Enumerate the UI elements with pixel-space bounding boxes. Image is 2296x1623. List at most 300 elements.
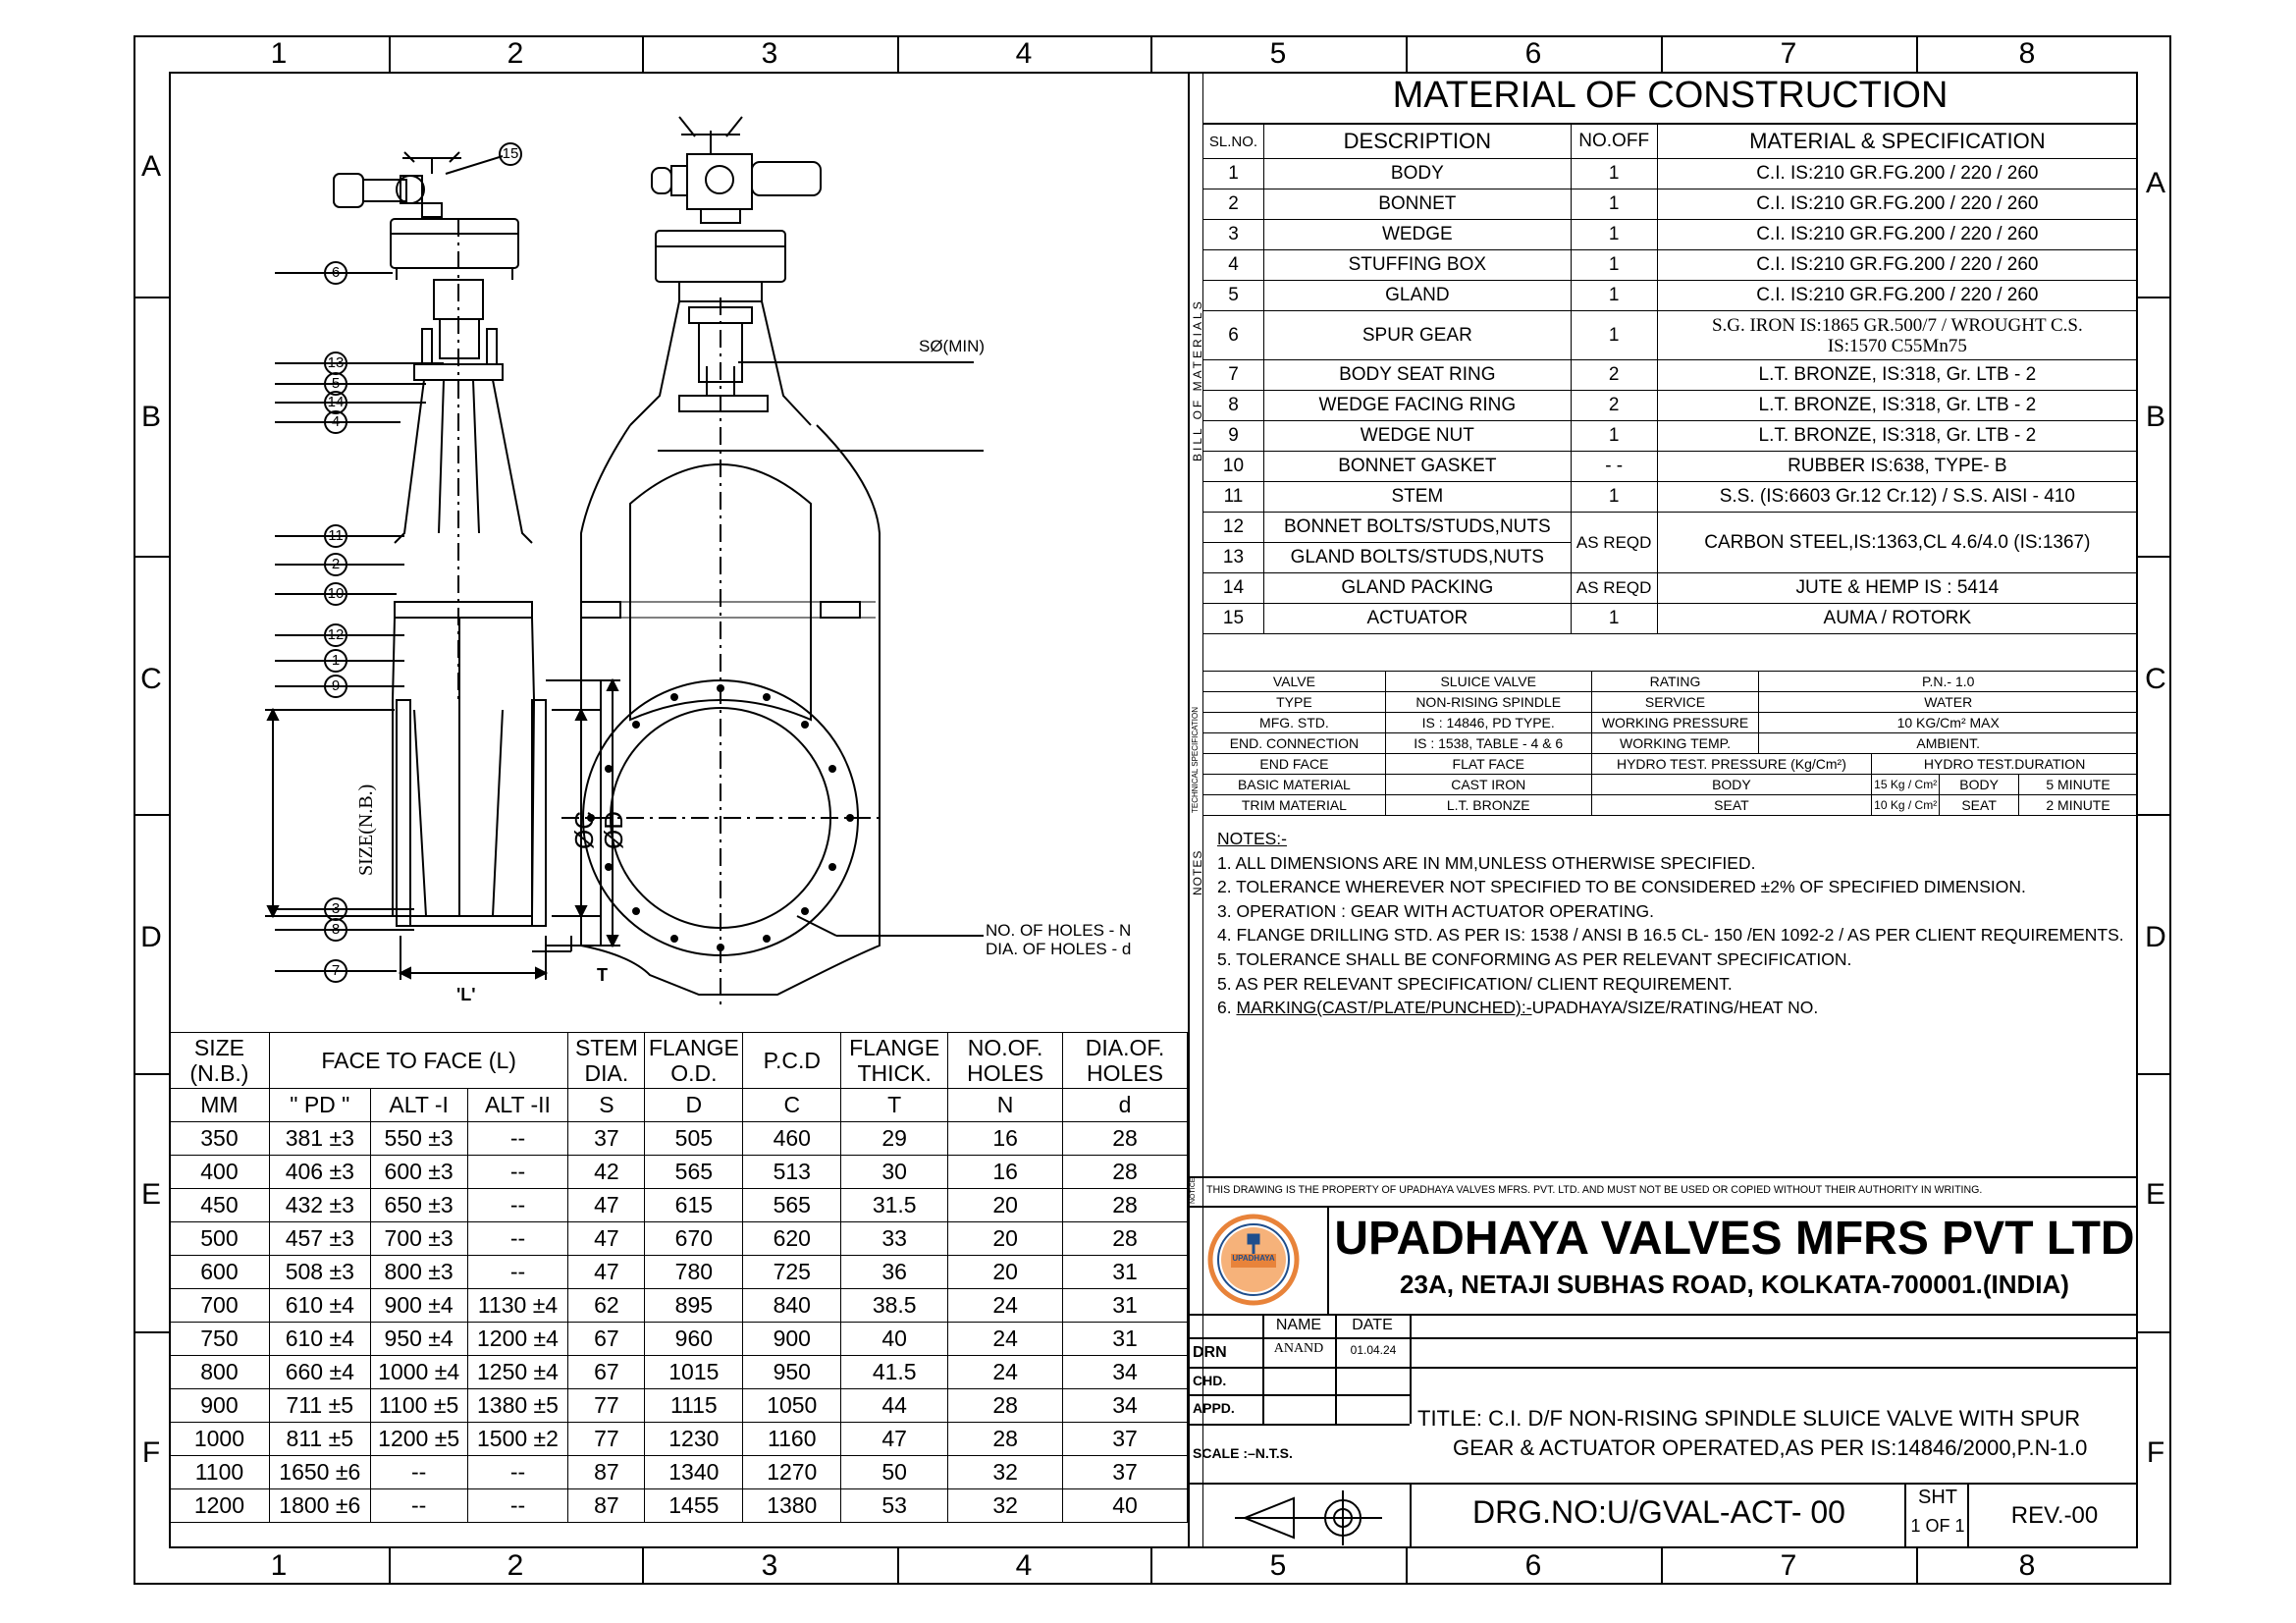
table-cell: 8 <box>1203 391 1264 421</box>
zone-row: F <box>2146 1436 2165 1469</box>
moc-header: DESCRIPTION <box>1263 125 1571 159</box>
table-cell: 32 <box>948 1489 1063 1523</box>
callout-number: 10 <box>327 585 345 602</box>
table-cell: GLAND <box>1263 281 1571 311</box>
table-cell: 650 ±3 <box>370 1189 467 1222</box>
table-cell: WEDGE NUT <box>1263 421 1571 452</box>
note-item: 4. FLANGE DRILLING STD. AS PER IS: 1538 / ANSI B 16.5 CL- 150 /EN 1092-2 / AS PER CLIENT REQUIREMENTS. <box>1217 925 2124 946</box>
table-cell: 47 <box>568 1189 645 1222</box>
table-row <box>1203 220 2138 250</box>
table-cell: 38.5 <box>841 1289 948 1323</box>
table-cell: 950 ±4 <box>370 1323 467 1356</box>
callout-number: 4 <box>331 413 341 430</box>
text-span: MARKING(CAST/PLATE/PUNCHED):- <box>1236 998 1532 1018</box>
revision: REV.-00 <box>2010 1502 2099 1529</box>
table-cell: 1100 <box>170 1456 270 1489</box>
table-cell: 1050 <box>743 1389 841 1423</box>
table-cell: 513 <box>743 1156 841 1189</box>
table-cell: 20 <box>948 1189 1063 1222</box>
note-item: 1. ALL DIMENSIONS ARE IN MM,UNLESS OTHERWISE SPECIFIED. <box>1217 852 1756 873</box>
table-cell: RATING <box>1591 672 1759 692</box>
table-cell: 620 <box>743 1222 841 1256</box>
zone-row: C <box>2145 663 2166 695</box>
table-cell: 41.5 <box>841 1356 948 1389</box>
note-item: 5. AS PER RELEVANT SPECIFICATION/ CLIENT REQUIREMENT. <box>1217 973 1733 994</box>
table-row <box>170 1122 1188 1156</box>
table-cell: STEM <box>1263 482 1571 513</box>
valve-drawing <box>169 72 1188 1034</box>
zone-row: C <box>140 663 162 695</box>
moc-title: MATERIAL OF CONSTRUCTION <box>1392 75 1949 116</box>
table-cell: 28 <box>948 1389 1063 1423</box>
drawing-title-line1: TITLE: C.I. D/F NON-RISING SPINDLE SLUICE VALVE WITH SPUR <box>1417 1406 2081 1431</box>
spec-side-label: TECHNICAL SPECIFICATION <box>1191 706 1200 813</box>
table-cell: ACTUATOR <box>1263 604 1571 634</box>
zone-row: B <box>2145 401 2165 433</box>
zone-col: 1 <box>270 37 288 70</box>
table-cell: 28 <box>1063 1222 1188 1256</box>
table-cell: 34 <box>1063 1356 1188 1389</box>
table-cell: BODY SEAT RING <box>1263 360 1571 391</box>
table-cell: BONNET <box>1263 189 1571 220</box>
bom-side-label: BILL OF MATERIALS <box>1191 298 1204 461</box>
projection-symbol-icon <box>1235 1488 1392 1547</box>
table-cell: 31 <box>1063 1256 1188 1289</box>
table-cell: -- <box>467 1122 568 1156</box>
table-cell: 1200 ±5 <box>370 1423 467 1456</box>
table-cell: VALVE <box>1203 672 1386 692</box>
sheet-count <box>1908 1516 1967 1537</box>
table-cell: TYPE <box>1203 692 1386 713</box>
table-cell: GLAND PACKING <box>1263 573 1571 604</box>
holes-label <box>986 921 1131 958</box>
company-name: UPADHAYA VALVES MFRS PVT LTD <box>1334 1213 2135 1265</box>
table-row <box>170 1389 1188 1423</box>
table-cell: 10 KG/Cm² MAX <box>1759 713 2138 733</box>
table-cell: L.T. BRONZE <box>1385 795 1591 816</box>
table-cell: 31 <box>1063 1323 1188 1356</box>
table-cell: 1455 <box>645 1489 743 1523</box>
sectional-view <box>265 152 620 980</box>
callout-number: 2 <box>331 556 341 572</box>
table-cell: 725 <box>743 1256 841 1289</box>
table-cell: 800 ±3 <box>370 1256 467 1289</box>
table-cell: GLAND BOLTS/STUDS,NUTS <box>1263 543 1571 573</box>
table-cell: 895 <box>645 1289 743 1323</box>
table-cell: 20 <box>948 1222 1063 1256</box>
appd-label: APPD. <box>1193 1400 1235 1416</box>
table-cell: 610 ±4 <box>269 1323 370 1356</box>
table-cell: 53 <box>841 1489 948 1523</box>
zone-col: 4 <box>1015 37 1033 70</box>
moc-header: SL.NO. <box>1203 125 1264 159</box>
zone-row: D <box>2145 921 2166 953</box>
table-cell: 1 <box>1571 421 1657 452</box>
table-cell: P.N.- 1.0 <box>1759 672 2138 692</box>
table-row <box>1203 672 2138 692</box>
note-item: 5. TOLERANCE SHALL BE CONFORMING AS PER RELEVANT SPECIFICATION. <box>1217 948 1852 969</box>
table-cell: 900 <box>170 1389 270 1423</box>
table-cell: SEAT <box>1591 795 1872 816</box>
table-cell: 16 <box>948 1122 1063 1156</box>
callout-number: 5 <box>331 375 341 392</box>
table-row <box>170 1222 1188 1256</box>
table-row <box>1203 604 2138 634</box>
table-cell: 3 <box>1203 220 1264 250</box>
table-cell: END FACE <box>1203 754 1386 775</box>
table-cell: 1380 <box>743 1489 841 1523</box>
table-cell: 14 <box>1203 573 1264 604</box>
table-cell: 1200 ±4 <box>467 1323 568 1356</box>
table-cell: 24 <box>948 1323 1063 1356</box>
logo-text: UPADHAYA <box>1232 1254 1275 1263</box>
table-cell: 7 <box>1203 360 1264 391</box>
zone-col: 3 <box>761 37 778 70</box>
table-cell: ALT -I <box>370 1089 467 1122</box>
table-cell: -- <box>467 1489 568 1523</box>
table-cell: 33 <box>841 1222 948 1256</box>
notes <box>1217 827 2124 1020</box>
table-cell: 10 <box>1203 452 1264 482</box>
table-cell: MFG. STD. <box>1203 713 1386 733</box>
table-cell: WATER <box>1759 692 2138 713</box>
table-cell: SERVICE <box>1591 692 1759 713</box>
table-cell: 800 <box>170 1356 270 1389</box>
table-cell: 2 <box>1203 189 1264 220</box>
table-cell: 10 Kg / Cm² <box>1872 795 1940 816</box>
notice-text: THIS DRAWING IS THE PROPERTY OF UPADHAYA VALVES MFRS. PVT. LTD. AND MUST NOT BE USED OR COPIED WITHOUT THEIR AUTHORITY IN WRITING. <box>1206 1184 1983 1196</box>
table-cell: 37 <box>568 1122 645 1156</box>
table-cell: S.S. (IS:6603 Gr.12 Cr.12) / S.S. AISI - 410 <box>1657 482 2137 513</box>
table-row <box>1203 713 2138 733</box>
table-cell: 450 <box>170 1189 270 1222</box>
zone-col: 8 <box>2018 1549 2036 1582</box>
table-cell: ALT -II <box>467 1089 568 1122</box>
notes-title: NOTES:- <box>1217 829 1287 848</box>
dimension-table <box>169 1032 1188 1523</box>
zone-col: 7 <box>1780 37 1797 70</box>
callout-number: 1 <box>331 652 341 669</box>
table-row <box>1203 189 2138 220</box>
table-cell: END. CONNECTION <box>1203 733 1386 754</box>
table-cell: d <box>1063 1089 1188 1122</box>
name-header: NAME <box>1275 1317 1322 1333</box>
col-header: SIZE (N.B.) <box>170 1033 270 1089</box>
table-row <box>1203 281 2138 311</box>
drn-label: DRN <box>1193 1344 1227 1361</box>
drawing-number: DRG.NO:U/GVAL-ACT- 00 <box>1472 1494 1845 1530</box>
callout-number: 12 <box>327 626 345 643</box>
table-cell: 900 ±4 <box>370 1289 467 1323</box>
table-cell: BONNET BOLTS/STUDS,NUTS <box>1263 513 1571 543</box>
table-cell: 50 <box>841 1456 948 1489</box>
table-cell: -- <box>467 1189 568 1222</box>
table-cell: 87 <box>568 1456 645 1489</box>
dia-d-label: ØD <box>599 811 628 849</box>
table-cell: IS : 1538, TABLE - 4 & 6 <box>1385 733 1591 754</box>
table-row <box>1203 482 2138 513</box>
table-cell: 34 <box>1063 1389 1188 1423</box>
table-cell: L.T. BRONZE, IS:318, Gr. LTB - 2 <box>1657 360 2137 391</box>
text-span: OF <box>1925 1516 1950 1536</box>
table-cell: 87 <box>568 1489 645 1523</box>
table-cell: 1 <box>1571 281 1657 311</box>
table-row <box>1203 775 2138 795</box>
table-cell: N <box>948 1089 1063 1122</box>
table-row <box>170 1356 1188 1389</box>
table-cell: 40 <box>1063 1489 1188 1523</box>
table-cell: 5 MINUTE <box>2019 775 2138 795</box>
dia-c-label: ØC <box>569 811 599 849</box>
zone-col: 5 <box>1269 37 1287 70</box>
table-cell: D <box>645 1089 743 1122</box>
table-cell: 4 <box>1203 250 1264 281</box>
length-label: 'L' <box>456 985 476 1004</box>
note-item-marking <box>1217 996 2124 1020</box>
table-cell: HYDRO TEST.DURATION <box>1872 754 2138 775</box>
table-cell: 67 <box>568 1323 645 1356</box>
table-cell: 900 <box>743 1323 841 1356</box>
table-cell: 1200 <box>170 1489 270 1523</box>
table-cell: 1 <box>1203 159 1264 189</box>
table-row <box>1203 513 2138 543</box>
moc-header: MATERIAL & SPECIFICATION <box>1657 125 2137 159</box>
col-header: FACE TO FACE (L) <box>269 1033 568 1089</box>
table-cell: WORKING PRESSURE <box>1591 713 1759 733</box>
table-row <box>170 1189 1188 1222</box>
table-cell: 1130 ±4 <box>467 1289 568 1323</box>
table-cell: 670 <box>645 1222 743 1256</box>
table-cell: 780 <box>645 1256 743 1289</box>
table-row <box>1203 421 2138 452</box>
zone-col: 6 <box>1524 1549 1542 1582</box>
table-cell: 1 <box>1571 250 1657 281</box>
callout-number: 13 <box>327 354 345 371</box>
table-cell: 1015 <box>645 1356 743 1389</box>
drn-name: ANAND <box>1273 1341 1324 1356</box>
table-cell: 500 <box>170 1222 270 1256</box>
table-cell: -- <box>467 1156 568 1189</box>
table-cell: IS : 14846, PD TYPE. <box>1385 713 1591 733</box>
holes-d-label: DIA. OF HOLES - d <box>986 940 1132 958</box>
table-cell: 6 <box>1203 311 1264 360</box>
table-cell: S <box>568 1089 645 1122</box>
table-row <box>1203 573 2138 604</box>
col-header: FLANGE O.D. <box>645 1033 743 1089</box>
table-cell: 47 <box>568 1222 645 1256</box>
holes-n-label: NO. OF HOLES - N <box>986 921 1132 940</box>
col-header: FLANGE THICK. <box>841 1033 948 1089</box>
table-cell: 28 <box>1063 1189 1188 1222</box>
table-cell: 1500 ±2 <box>467 1423 568 1456</box>
table-cell: 1 <box>1571 189 1657 220</box>
table-row <box>1203 250 2138 281</box>
table-cell: 62 <box>568 1289 645 1323</box>
table-cell: 42 <box>568 1156 645 1189</box>
table-cell: BODY <box>1263 159 1571 189</box>
table-row <box>170 1256 1188 1289</box>
table-row <box>1203 391 2138 421</box>
table-cell: - - <box>1571 452 1657 482</box>
table-cell: SLUICE VALVE <box>1385 672 1591 692</box>
table-cell: 1 <box>1571 604 1657 634</box>
table-cell: 960 <box>645 1323 743 1356</box>
table-cell: 20 <box>948 1256 1063 1289</box>
table-cell: 550 ±3 <box>370 1122 467 1156</box>
zone-col: 7 <box>1780 1549 1797 1582</box>
text-span: UPADHAYA/SIZE/RATING/HEAT NO. <box>1531 998 1819 1018</box>
zone-row: E <box>2145 1178 2165 1211</box>
chd-label: CHD. <box>1193 1373 1227 1388</box>
table-cell: 1800 ±6 <box>269 1489 370 1523</box>
table-cell: AMBIENT. <box>1759 733 2138 754</box>
col-header: NO.OF. HOLES <box>948 1033 1063 1089</box>
table-cell: 2 MINUTE <box>2019 795 2138 816</box>
table-cell: S.G. IRON IS:1865 GR.500/7 / WROUGHT C.S. IS:1570 C55Mn75 <box>1657 311 2137 360</box>
zone-row: D <box>140 921 162 953</box>
zone-col: 3 <box>761 1549 778 1582</box>
table-cell: -- <box>467 1222 568 1256</box>
table-cell: 460 <box>743 1122 841 1156</box>
table-cell: 1340 <box>645 1456 743 1489</box>
table-cell: MM <box>170 1089 270 1122</box>
table-cell: 31.5 <box>841 1189 948 1222</box>
table-cell: WEDGE FACING RING <box>1263 391 1571 421</box>
table-cell: AS REQD <box>1571 573 1657 604</box>
note-item: 2. TOLERANCE WHEREVER NOT SPECIFIED TO BE CONSIDERED ±2% OF SPECIFIED DIMENSION. <box>1217 877 2026 897</box>
table-cell: C <box>743 1089 841 1122</box>
text-span: 1 <box>1954 1516 1965 1536</box>
table-cell: 1 <box>1571 159 1657 189</box>
col-header: STEM DIA. <box>568 1033 645 1089</box>
table-row <box>170 1289 1188 1323</box>
table-cell: SEAT <box>1940 795 2019 816</box>
table-cell: NON-RISING SPINDLE <box>1385 692 1591 713</box>
table-cell: 600 <box>170 1256 270 1289</box>
table-cell: BODY <box>1940 775 2019 795</box>
table-cell: 610 ±4 <box>269 1289 370 1323</box>
table-cell: FLAT FACE <box>1385 754 1591 775</box>
zone-col: 5 <box>1269 1549 1287 1582</box>
table-cell: 1270 <box>743 1456 841 1489</box>
table-cell: 840 <box>743 1289 841 1323</box>
moc-header-row <box>1203 125 2138 159</box>
table-cell: 350 <box>170 1122 270 1156</box>
table-cell: 565 <box>645 1156 743 1189</box>
zone-row: A <box>2145 167 2165 199</box>
drawing-title-line2: GEAR & ACTUATOR OPERATED,AS PER IS:14846/2000,P.N-1.0 <box>1453 1435 2088 1460</box>
table-cell: 700 <box>170 1289 270 1323</box>
table-cell: 15 <box>1203 604 1264 634</box>
col-header: DIA.OF. HOLES <box>1063 1033 1188 1089</box>
table-row <box>1203 754 2138 775</box>
table-row <box>1203 360 2138 391</box>
table-cell: 700 ±3 <box>370 1222 467 1256</box>
table-cell: 950 <box>743 1356 841 1389</box>
table-row <box>1203 311 2138 360</box>
callout-number: 3 <box>331 900 341 917</box>
callout-number: 7 <box>331 962 341 979</box>
callout-number: 11 <box>328 527 344 544</box>
table-cell: -- <box>467 1456 568 1489</box>
zone-col: 2 <box>507 37 524 70</box>
table-cell: 16 <box>948 1156 1063 1189</box>
table-cell: 28 <box>948 1423 1063 1456</box>
table-cell: 1 <box>1571 220 1657 250</box>
size-nb-label: SIZE(N.B.) <box>355 784 377 876</box>
table-cell: 5 <box>1203 281 1264 311</box>
table-cell: 811 ±5 <box>269 1423 370 1456</box>
table-row <box>1203 452 2138 482</box>
text-span: 1 <box>1910 1516 1921 1536</box>
table-cell: 28 <box>1063 1156 1188 1189</box>
table-cell: 711 ±5 <box>269 1389 370 1423</box>
zone-col: 8 <box>2018 37 2036 70</box>
table-cell: 565 <box>743 1189 841 1222</box>
table-cell: JUTE & HEMP IS : 5414 <box>1657 573 2137 604</box>
table-cell: 36 <box>841 1256 948 1289</box>
table-row <box>1203 692 2138 713</box>
table-cell: C.I. IS:210 GR.FG.200 / 220 / 260 <box>1657 250 2137 281</box>
table-cell: 1000 <box>170 1423 270 1456</box>
table-cell: 400 <box>170 1156 270 1189</box>
thickness-label: T <box>597 965 608 985</box>
zone-row: A <box>140 150 161 183</box>
table-cell: WORKING TEMP. <box>1591 733 1759 754</box>
zone-row: F <box>141 1436 161 1469</box>
table-cell: T <box>841 1089 948 1122</box>
table-cell: C.I. IS:210 GR.FG.200 / 220 / 260 <box>1657 189 2137 220</box>
date-header: DATE <box>1352 1317 1393 1333</box>
table-cell: -- <box>370 1456 467 1489</box>
table-cell: 12 <box>1203 513 1264 543</box>
table-cell: SPUR GEAR <box>1263 311 1571 360</box>
table-cell: BASIC MATERIAL <box>1203 775 1386 795</box>
table-cell: 1 <box>1571 482 1657 513</box>
table-cell: 615 <box>645 1189 743 1222</box>
seat-dia-label: SØ(MIN) <box>919 337 986 355</box>
table-cell: 30 <box>841 1156 948 1189</box>
table-cell: BODY <box>1591 775 1872 795</box>
table-cell: 457 ±3 <box>269 1222 370 1256</box>
table-cell: CAST IRON <box>1385 775 1591 795</box>
table-cell: HYDRO TEST. PRESSURE (Kg/Cm²) <box>1591 754 1872 775</box>
table-cell: 47 <box>568 1256 645 1289</box>
spec-table <box>1202 671 2138 816</box>
table-row <box>1203 159 2138 189</box>
table-cell: 29 <box>841 1122 948 1156</box>
table-cell: CARBON STEEL,IS:1363,CL 4.6/4.0 (IS:1367) <box>1657 513 2137 573</box>
callout-number: 9 <box>331 677 341 694</box>
scale-label: SCALE :–N.T.S. <box>1193 1445 1293 1461</box>
zone-col: 6 <box>1524 37 1542 70</box>
table-cell: 600 ±3 <box>370 1156 467 1189</box>
table-cell: 508 ±3 <box>269 1256 370 1289</box>
zone-col: 2 <box>507 1549 524 1582</box>
col-header: P.C.D <box>743 1033 841 1089</box>
zone-row: E <box>140 1178 161 1211</box>
table-cell: AUMA / ROTORK <box>1657 604 2137 634</box>
moc-header: NO.OFF <box>1571 125 1657 159</box>
table-row <box>170 1423 1188 1456</box>
table-cell: L.T. BRONZE, IS:318, Gr. LTB - 2 <box>1657 421 2137 452</box>
table-cell: 67 <box>568 1356 645 1389</box>
table-cell: C.I. IS:210 GR.FG.200 / 220 / 260 <box>1657 220 2137 250</box>
table-cell: 31 <box>1063 1289 1188 1323</box>
text-span: 6. <box>1217 998 1237 1018</box>
table-row <box>1203 795 2138 816</box>
table-cell: TRIM MATERIAL <box>1203 795 1386 816</box>
